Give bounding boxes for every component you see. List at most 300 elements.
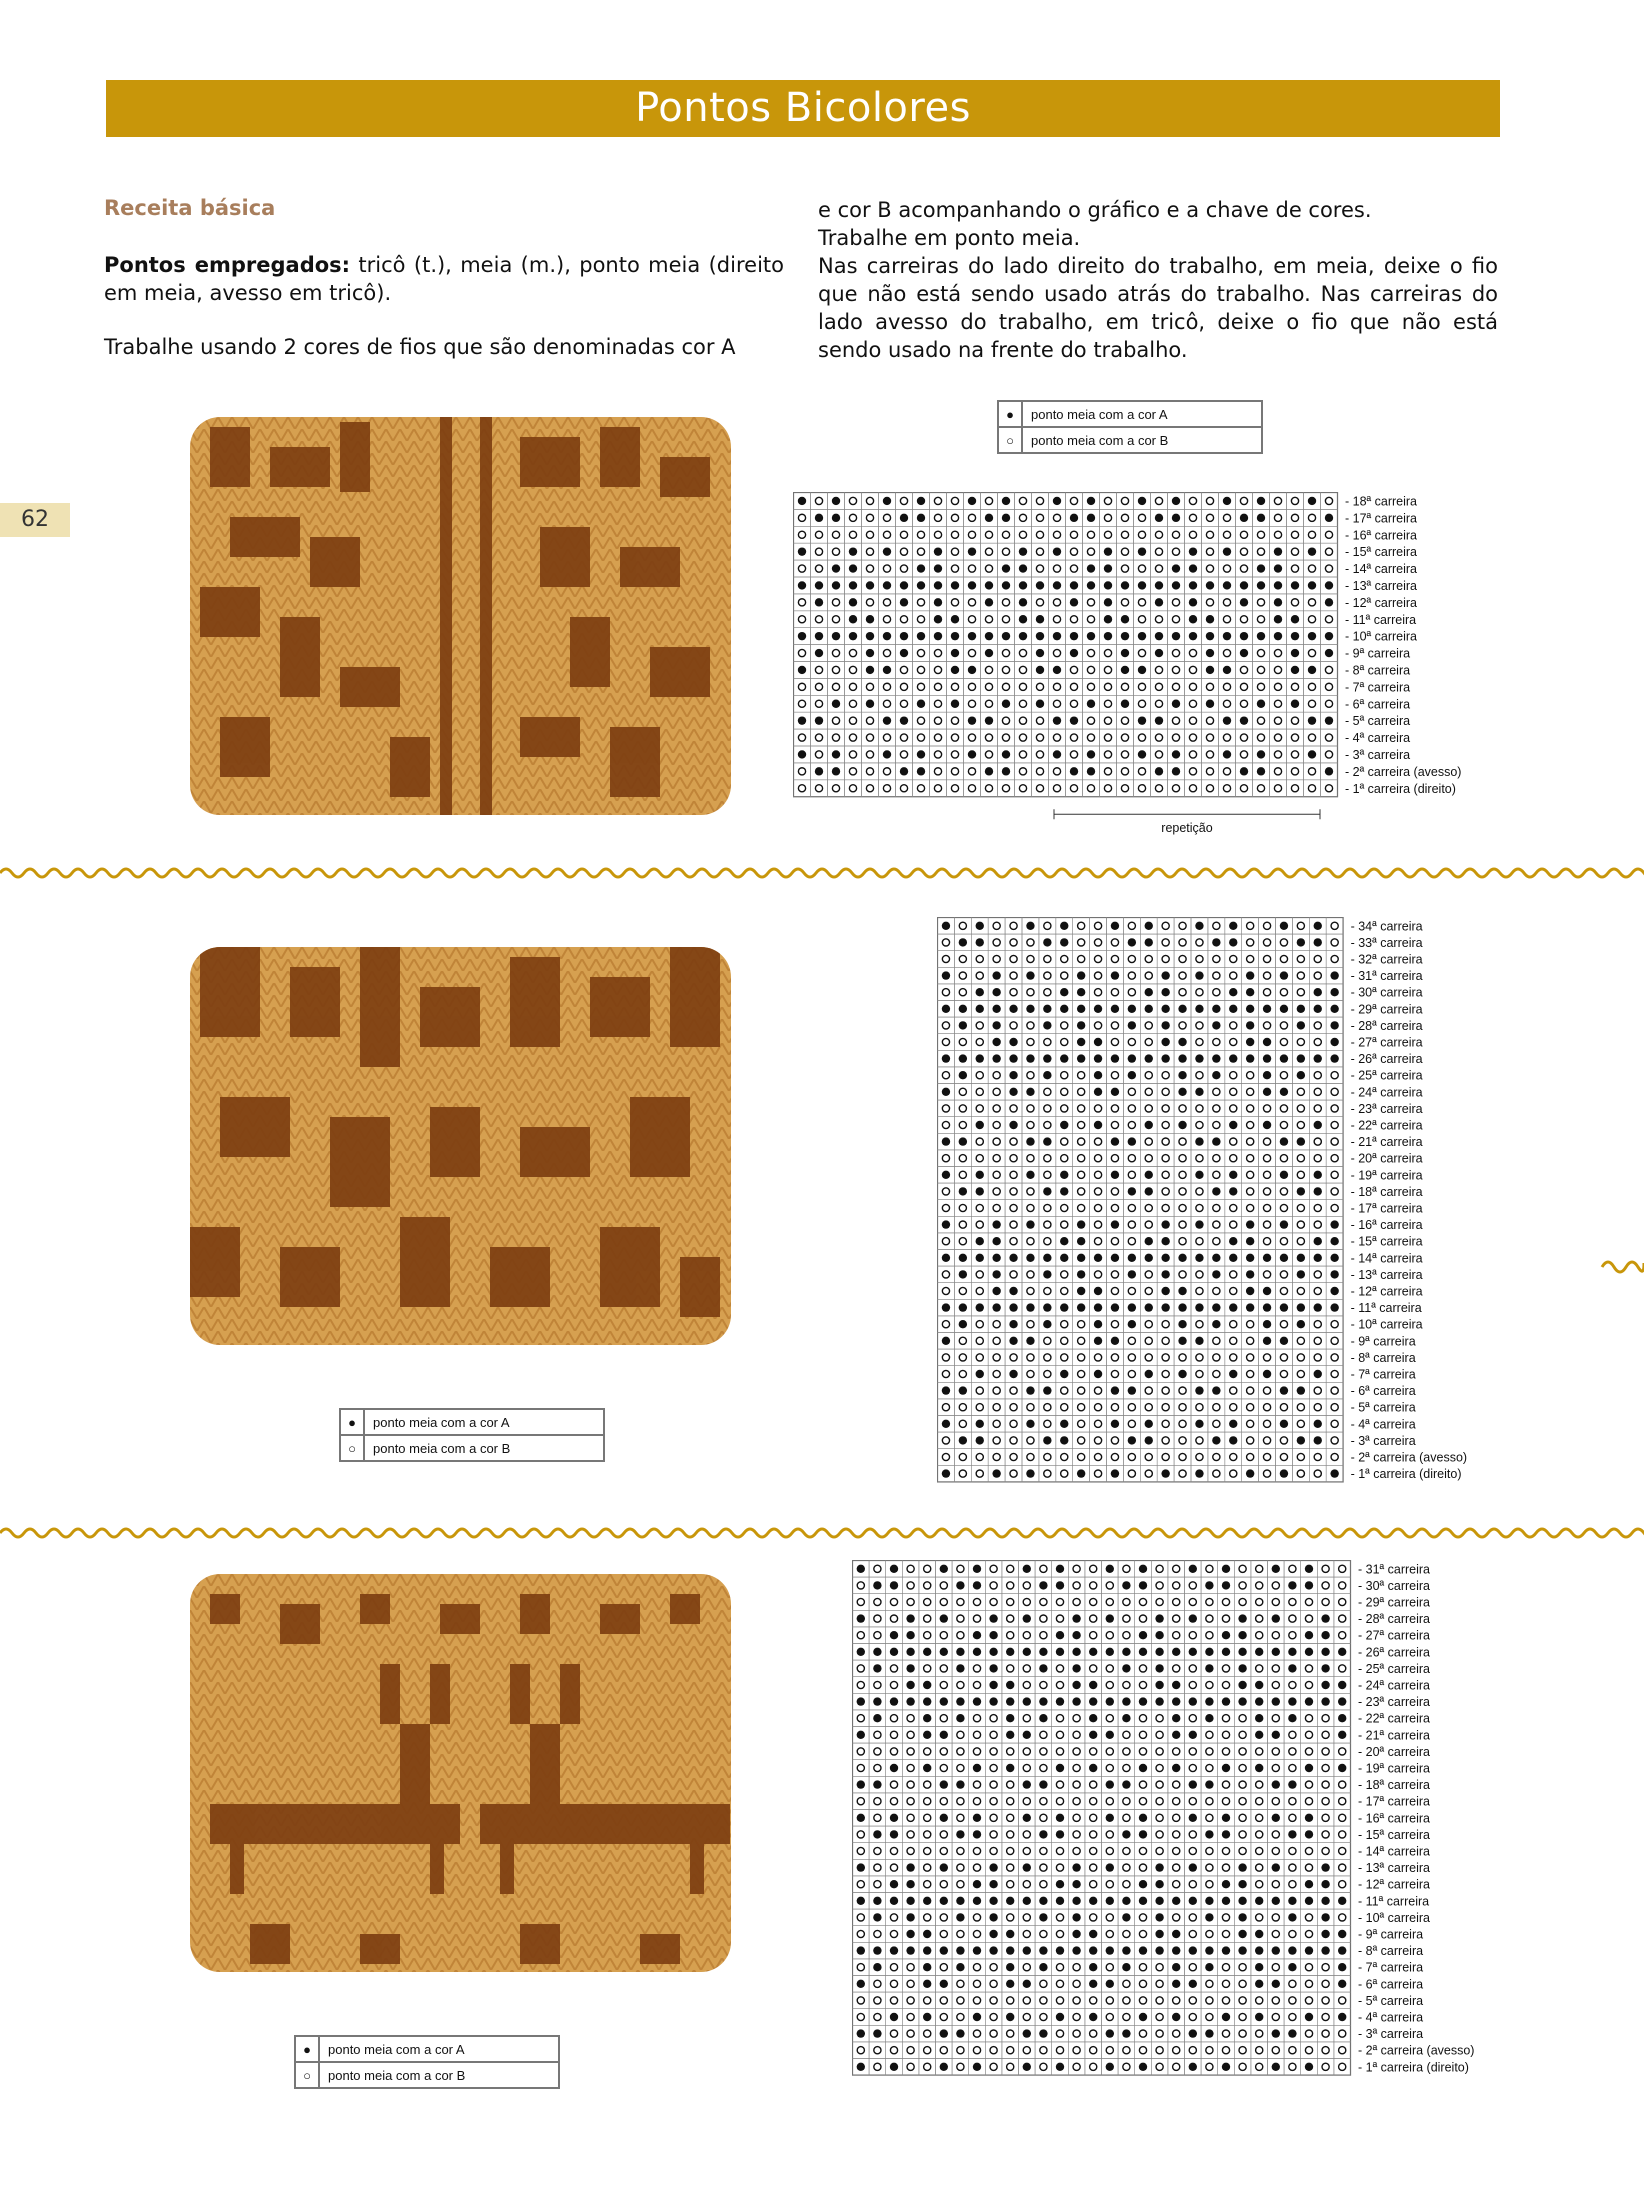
stitch-color-a: [1325, 716, 1333, 724]
stitch-color-a: [1272, 1697, 1280, 1705]
stitch-color-b: [1078, 1121, 1085, 1128]
stitch-color-a: [985, 632, 993, 640]
stitch-color-a: [942, 1137, 950, 1145]
stitch-color-a: [1257, 564, 1265, 572]
stitch-color-a: [992, 988, 1000, 996]
stitch-color-b: [1128, 1171, 1135, 1178]
stitch-color-b: [957, 2047, 964, 2054]
stitch-color-a: [1178, 1370, 1186, 1378]
stitch-color-a: [1297, 1054, 1305, 1062]
stitch-color-b: [1289, 1798, 1296, 1805]
stitch-color-b: [1023, 1681, 1030, 1688]
stitch-color-a: [1043, 1270, 1051, 1278]
stitch-color-b: [1087, 734, 1094, 741]
stitch-color-a: [942, 1337, 950, 1345]
stitch-color-a: [832, 700, 840, 708]
stitch-color-b: [1179, 1238, 1186, 1245]
stitch-color-a: [1145, 922, 1153, 930]
stitch-color-a: [1009, 1337, 1017, 1345]
stitch-color-b: [1040, 1748, 1047, 1755]
stitch-color-b: [815, 548, 822, 555]
stitch-color-a: [968, 581, 976, 589]
stitch-color-b: [1256, 1847, 1263, 1854]
stitch-color-b: [1145, 1088, 1152, 1095]
stitch-color-a: [976, 1054, 984, 1062]
stitch-color-b: [959, 1155, 966, 1162]
stitch-color-b: [1040, 1980, 1047, 1987]
stitch-color-a: [985, 514, 993, 522]
stitch-color-b: [942, 1271, 949, 1278]
stitch-color-b: [874, 1764, 881, 1771]
stitch-color-a: [1087, 632, 1095, 640]
stitch-color-b: [1274, 514, 1281, 521]
row-label: - 34ª carreira: [1350, 919, 1423, 934]
stitch-color-b: [1128, 1155, 1135, 1162]
stitch-color-b: [934, 734, 941, 741]
stitch-color-b: [1240, 616, 1247, 623]
stitch-color-b: [1256, 1632, 1263, 1639]
stitch-color-b: [1073, 1814, 1080, 1821]
stitch-color-b: [1078, 939, 1085, 946]
stitch-color-b: [1272, 1598, 1279, 1605]
stitch-color-b: [1213, 1155, 1220, 1162]
stitch-color-b: [1044, 1337, 1051, 1344]
stitch-color-a: [1178, 1071, 1186, 1079]
row-label: - 17ª carreira: [1358, 1794, 1431, 1809]
stitch-color-a: [1274, 615, 1282, 623]
stitch-color-b: [900, 700, 907, 707]
stitch-color-b: [1179, 1420, 1186, 1427]
stitch-color-b: [1010, 1188, 1017, 1195]
stitch-color-a: [989, 1631, 997, 1639]
stitch-color-b: [1331, 1370, 1338, 1377]
stitch-color-a: [942, 1088, 950, 1096]
stitch-color-a: [1006, 1946, 1014, 1954]
stitch-color-b: [907, 1831, 914, 1838]
stitch-color-b: [990, 1781, 997, 1788]
stitch-color-b: [1053, 649, 1060, 656]
stitch-color-b: [1121, 683, 1128, 690]
stitch-color-a: [1189, 547, 1197, 555]
stitch-color-a: [1056, 1814, 1064, 1822]
stitch-color-b: [1123, 1615, 1130, 1622]
stitch-color-b: [1027, 1204, 1034, 1211]
stitch-color-b: [1179, 1404, 1186, 1411]
stitch-color-a: [1106, 1614, 1114, 1622]
stitch-color-a: [976, 1005, 984, 1013]
stitch-color-b: [1162, 1171, 1169, 1178]
stitch-color-b: [866, 548, 873, 555]
stitch-color-b: [1156, 1781, 1163, 1788]
stitch-color-b: [1331, 1105, 1338, 1112]
stitch-color-a: [1272, 2029, 1280, 2037]
stitch-color-b: [1213, 1420, 1220, 1427]
filled-dot-icon: ●: [340, 1409, 364, 1435]
row-label: - 9ª carreira: [1350, 1334, 1416, 1349]
stitch-color-a: [956, 1913, 964, 1921]
stitch-color-b: [1139, 1681, 1146, 1688]
stitch-color-b: [1111, 1022, 1118, 1029]
stitch-color-b: [1094, 1105, 1101, 1112]
stitch-color-b: [1145, 1155, 1152, 1162]
page-header: [106, 80, 1500, 137]
stitch-color-a: [906, 1946, 914, 1954]
stitch-color-a: [1094, 1337, 1102, 1345]
stitch-color-a: [1205, 1648, 1213, 1656]
stitch-color-b: [968, 683, 975, 690]
stitch-color-b: [857, 1582, 864, 1589]
stitch-color-a: [1280, 1303, 1288, 1311]
stitch-color-a: [1009, 1005, 1017, 1013]
stitch-color-b: [990, 1748, 997, 1755]
stitch-color-a: [857, 1614, 865, 1622]
stitch-color-a: [1212, 1320, 1220, 1328]
wave-divider-2: [0, 1523, 1644, 1543]
stitch-color-a: [1039, 1697, 1047, 1705]
stitch-color-b: [976, 1271, 983, 1278]
stitch-color-b: [957, 2063, 964, 2070]
stitch-color-b: [1173, 1997, 1180, 2004]
stitch-color-b: [1073, 1781, 1080, 1788]
stitch-color-a: [1178, 1320, 1186, 1328]
stitch-color-b: [990, 1831, 997, 1838]
stitch-color-b: [798, 514, 805, 521]
stitch-color-b: [1010, 1204, 1017, 1211]
stitch-color-a: [1246, 1287, 1254, 1295]
stitch-color-a: [1308, 750, 1316, 758]
stitch-color-b: [1305, 2047, 1312, 2054]
stitch-color-b: [1070, 785, 1077, 792]
stitch-color-a: [1053, 750, 1061, 758]
stitch-color-a: [1172, 1946, 1180, 1954]
stitch-color-b: [1061, 1453, 1068, 1460]
stitch-color-a: [959, 1386, 967, 1394]
stitch-color-b: [1070, 700, 1077, 707]
stitch-color-b: [1090, 1598, 1097, 1605]
stitch-color-b: [959, 922, 966, 929]
stitch-color-a: [1155, 1681, 1163, 1689]
stitch-color-a: [992, 971, 1000, 979]
stitch-color-a: [973, 1830, 981, 1838]
stitch-color-a: [1229, 1121, 1237, 1129]
stitch-color-b: [1139, 1615, 1146, 1622]
stitch-color-a: [992, 1054, 1000, 1062]
stitch-color-b: [1172, 616, 1179, 623]
stitch-color-b: [866, 734, 873, 741]
stitch-color-b: [1239, 1964, 1246, 1971]
stitch-color-b: [815, 751, 822, 758]
stitch-color-b: [1128, 989, 1135, 996]
stitch-color-a: [959, 1021, 967, 1029]
stitch-color-b: [1206, 514, 1213, 521]
stitch-color-a: [1172, 1897, 1180, 1905]
row-label: - 24ª carreira: [1350, 1085, 1423, 1100]
stitch-color-a: [976, 1303, 984, 1311]
stitch-color-b: [874, 1681, 881, 1688]
stitch-color-b: [1239, 1847, 1246, 1854]
stitch-color-a: [1155, 1664, 1163, 1672]
stitch-color-a: [1305, 1581, 1313, 1589]
stitch-color-a: [1308, 497, 1316, 505]
stitch-color-b: [1007, 2063, 1014, 2070]
stitch-color-b: [1172, 785, 1179, 792]
stitch-color-b: [1145, 955, 1152, 962]
stitch-color-b: [1297, 922, 1304, 929]
stitch-color-b: [1087, 599, 1094, 606]
stitch-color-a: [1189, 581, 1197, 589]
stitch-color-b: [1222, 1864, 1229, 1871]
stitch-color-b: [832, 666, 839, 673]
stitch-color-b: [993, 922, 1000, 929]
stitch-color-b: [1240, 666, 1247, 673]
stitch-color-b: [1240, 785, 1247, 792]
stitch-color-a: [1338, 1946, 1346, 1954]
stitch-color-b: [890, 2030, 897, 2037]
stitch-color-b: [1162, 1453, 1169, 1460]
stitch-color-a: [1056, 1897, 1064, 1905]
stitch-color-a: [1255, 1681, 1263, 1689]
stitch-color-a: [1161, 1038, 1169, 1046]
stitch-color-b: [942, 1188, 949, 1195]
row-label: - 2ª carreira (avesso): [1350, 1450, 1468, 1465]
stitch-color-b: [1297, 955, 1304, 962]
stitch-color-b: [874, 2063, 881, 2070]
stitch-color-b: [1263, 1171, 1270, 1178]
stitch-color-a: [1139, 1565, 1147, 1573]
stitch-color-b: [907, 1582, 914, 1589]
stitch-color-a: [1077, 988, 1085, 996]
stitch-color-b: [1196, 955, 1203, 962]
chart-3: [852, 1560, 1502, 2090]
stitch-color-b: [1104, 734, 1111, 741]
stitch-color-b: [1331, 1354, 1338, 1361]
stitch-color-b: [1162, 1354, 1169, 1361]
stitch-color-b: [1073, 1964, 1080, 1971]
stitch-color-b: [985, 531, 992, 538]
stitch-color-b: [1239, 1748, 1246, 1755]
stitch-color-b: [1240, 548, 1247, 555]
stitch-color-b: [900, 734, 907, 741]
stitch-color-b: [1213, 989, 1220, 996]
stitch-color-a: [857, 2029, 865, 2037]
stitch-color-b: [990, 1565, 997, 1572]
stitch-color-a: [992, 1287, 1000, 1295]
stitch-color-b: [942, 1155, 949, 1162]
stitch-color-b: [1297, 1088, 1304, 1095]
stitch-color-b: [924, 1831, 931, 1838]
stitch-color-b: [959, 1370, 966, 1377]
stitch-color-a: [1145, 1436, 1153, 1444]
stitch-color-b: [874, 1748, 881, 1755]
stitch-color-a: [1246, 1237, 1254, 1245]
stitch-color-b: [1044, 1155, 1051, 1162]
stitch-color-b: [1189, 1881, 1196, 1888]
stitch-color-a: [1161, 1237, 1169, 1245]
stitch-color-b: [1272, 1914, 1279, 1921]
stitch-color-b: [1090, 1748, 1097, 1755]
stitch-color-b: [1139, 1748, 1146, 1755]
stitch-color-b: [1090, 1997, 1097, 2004]
stitch-color-b: [1297, 1337, 1304, 1344]
stitch-color-b: [1274, 683, 1281, 690]
stitch-color-b: [1339, 1798, 1346, 1805]
stitch-color-b: [1247, 1420, 1254, 1427]
stitch-color-b: [1061, 1387, 1068, 1394]
stitch-color-a: [923, 1930, 931, 1938]
stitch-color-b: [1061, 1088, 1068, 1095]
stitch-color-b: [973, 2030, 980, 2037]
row-label: - 9ª carreira: [1345, 646, 1411, 661]
stitch-color-b: [976, 1072, 983, 1079]
stitch-color-a: [1178, 1303, 1186, 1311]
stitch-color-a: [1039, 2029, 1047, 2037]
stitch-color-b: [1094, 1171, 1101, 1178]
stitch-color-b: [1010, 1387, 1017, 1394]
stitch-color-b: [951, 717, 958, 724]
stitch-color-b: [1155, 785, 1162, 792]
stitch-color-a: [906, 1631, 914, 1639]
stitch-color-b: [917, 666, 924, 673]
stitch-color-b: [1007, 1914, 1014, 1921]
stitch-color-b: [976, 1470, 983, 1477]
stitch-color-b: [993, 1188, 1000, 1195]
stitch-color-b: [942, 1105, 949, 1112]
stitch-color-a: [968, 547, 976, 555]
stitch-color-b: [1010, 1155, 1017, 1162]
stitch-color-b: [1162, 1420, 1169, 1427]
stitch-color-b: [857, 1665, 864, 1672]
stitch-color-a: [1338, 1648, 1346, 1656]
stitch-color-a: [1305, 1830, 1313, 1838]
stitch-color-b: [1240, 700, 1247, 707]
page-number-tab: [0, 503, 70, 537]
stitch-color-b: [1156, 1798, 1163, 1805]
stitch-color-a: [1305, 2013, 1313, 2021]
stitch-color-b: [993, 1072, 1000, 1079]
stitch-color-b: [1206, 1632, 1213, 1639]
stitch-color-b: [866, 683, 873, 690]
stitch-color-a: [1291, 615, 1299, 623]
stitch-color-a: [1195, 1337, 1203, 1345]
stitch-color-a: [1023, 1731, 1031, 1739]
stitch-color-a: [1255, 1946, 1263, 1954]
stitch-color-b: [1206, 1598, 1213, 1605]
stitch-color-b: [1138, 599, 1145, 606]
stitch-color-a: [1026, 1054, 1034, 1062]
stitch-color-a: [1039, 1830, 1047, 1838]
stitch-color-b: [968, 700, 975, 707]
stitch-color-b: [1291, 531, 1298, 538]
stitch-color-b: [1206, 1997, 1213, 2004]
stitch-color-b: [857, 1930, 864, 1937]
stitch-color-b: [1291, 785, 1298, 792]
stitch-color-b: [940, 1831, 947, 1838]
stitch-color-a: [1155, 1913, 1163, 1921]
stitch-color-a: [1240, 514, 1248, 522]
stitch-color-b: [874, 1565, 881, 1572]
stitch-color-b: [1056, 2030, 1063, 2037]
stitch-color-a: [1205, 1913, 1213, 1921]
stitch-color-b: [1010, 1238, 1017, 1245]
stitch-color-b: [1196, 1022, 1203, 1029]
legend-3-a: ponto meia com a cor A: [319, 2036, 559, 2062]
stitch-color-b: [1322, 2063, 1329, 2070]
stitch-color-b: [1002, 548, 1009, 555]
stitch-color-b: [1173, 2030, 1180, 2037]
stitch-color-b: [951, 497, 958, 504]
stitch-color-a: [1229, 1005, 1237, 1013]
stitch-color-a: [1246, 1038, 1254, 1046]
stitch-color-b: [1078, 1188, 1085, 1195]
stitch-color-a: [1314, 1420, 1322, 1428]
stitch-color-a: [1009, 1071, 1017, 1079]
stitch-color-b: [1121, 497, 1128, 504]
row-label: - 7ª carreira: [1358, 1960, 1424, 1975]
stitch-color-a: [1212, 1005, 1220, 1013]
stitch-color-a: [900, 598, 908, 606]
stitch-color-b: [1128, 1287, 1135, 1294]
stitch-color-a: [989, 1614, 997, 1622]
stitch-color-b: [1036, 734, 1043, 741]
stitch-color-b: [1145, 1271, 1152, 1278]
stitch-color-a: [857, 1980, 865, 1988]
stitch-color-b: [993, 1088, 1000, 1095]
stitch-color-b: [1090, 1814, 1097, 1821]
stitch-color-b: [900, 751, 907, 758]
stitch-color-b: [1040, 1598, 1047, 1605]
stitch-color-b: [1339, 1914, 1346, 1921]
stitch-color-a: [973, 1581, 981, 1589]
stitch-color-a: [1043, 1386, 1051, 1394]
stitch-color-b: [857, 2047, 864, 2054]
stitch-color-a: [1338, 1697, 1346, 1705]
stitch-color-a: [866, 700, 874, 708]
stitch-color-a: [798, 716, 806, 724]
stitch-color-a: [1138, 750, 1146, 758]
stitch-color-a: [959, 1071, 967, 1079]
stitch-color-b: [1291, 683, 1298, 690]
stitch-color-b: [1007, 1997, 1014, 2004]
stitch-color-b: [1339, 1831, 1346, 1838]
stitch-color-b: [890, 1665, 897, 1672]
stitch-color-b: [924, 2030, 931, 2037]
stitch-color-b: [1263, 922, 1270, 929]
work-paragraph: Trabalhe usando 2 cores de fios que são denominadas cor A: [104, 335, 736, 359]
wave-edge-mark: [1600, 1255, 1644, 1275]
stitch-color-b: [1230, 1204, 1237, 1211]
stitch-color-b: [907, 2047, 914, 2054]
stitch-color-b: [1121, 751, 1128, 758]
stitch-color-a: [917, 750, 925, 758]
stitch-color-a: [923, 1681, 931, 1689]
stitch-color-b: [1023, 1598, 1030, 1605]
stitch-color-b: [942, 989, 949, 996]
stitch-color-b: [942, 1321, 949, 1328]
stitch-color-a: [1089, 1897, 1097, 1905]
stitch-color-a: [1229, 938, 1237, 946]
stitch-color-a: [1060, 1121, 1068, 1129]
stitch-color-b: [959, 1453, 966, 1460]
stitch-color-b: [1263, 1354, 1270, 1361]
stitch-color-b: [798, 531, 805, 538]
stitch-color-b: [1044, 1221, 1051, 1228]
stitch-color-a: [1060, 1370, 1068, 1378]
stitch-color-b: [1206, 734, 1213, 741]
stitch-color-b: [1023, 2013, 1030, 2020]
stitch-color-b: [1078, 1204, 1085, 1211]
stitch-color-a: [1077, 1021, 1085, 1029]
stitch-color-b: [1230, 1105, 1237, 1112]
